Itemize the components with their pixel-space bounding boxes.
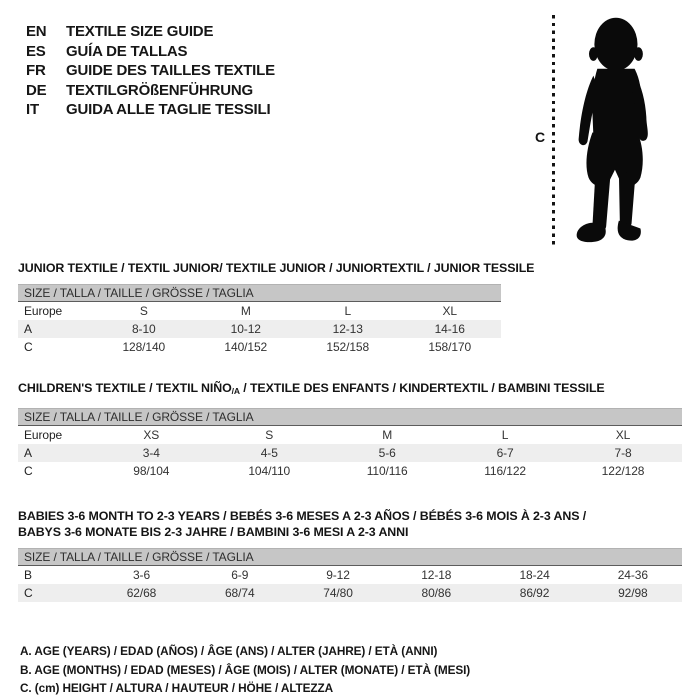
height-measure-label: C [535, 129, 546, 145]
footnote-b: B. AGE (MONTHS) / EDAD (MESES) / ÂGE (MOIS) / ALTER (MONATE) / ETÀ (MESI) [20, 662, 471, 677]
size-header-bar: SIZE / TALLA / TAILLE / GRÖSSE / TAGLIA [18, 284, 501, 302]
table-cell: 3-4 [142, 446, 160, 460]
language-title: GUÍA DE TALLAS [66, 42, 188, 60]
table-cell: 140/152 [224, 340, 268, 354]
table-cell: 9-12 [326, 568, 350, 582]
junior-size-table [18, 302, 501, 356]
language-code: FR [26, 62, 46, 79]
table-cell: 5-6 [378, 446, 396, 460]
table-cell: 152/158 [326, 340, 370, 354]
babies-heading [18, 508, 682, 540]
table-row [18, 302, 501, 320]
table-cell: 62/68 [126, 586, 157, 600]
table-cell: 68/74 [224, 586, 255, 600]
size-header-bar: SIZE / TALLA / TAILLE / GRÖSSE / TAGLIA [18, 548, 682, 566]
table-row [18, 426, 682, 444]
table-cell: 110/116 [366, 464, 408, 478]
table-cell: 104/110 [248, 464, 291, 478]
table-cell: 122/128 [601, 464, 645, 478]
row-label: C [24, 340, 33, 354]
table-cell: XS [143, 428, 160, 442]
language-code: IT [26, 101, 39, 118]
footnote-c: C. (cm) HEIGHT / ALTURA / HAUTEUR / HÖHE / ALTEZZA [20, 681, 334, 695]
table-cell: S [265, 428, 274, 442]
table-cell: 18-24 [519, 568, 550, 582]
table-cell: S [139, 304, 148, 318]
table-cell: M [240, 304, 251, 318]
table-cell: 74/80 [323, 586, 353, 600]
table-cell: 98/104 [133, 464, 170, 478]
language-code: DE [26, 81, 47, 99]
junior-table-wrap [18, 284, 501, 356]
table-row [18, 338, 501, 356]
children-section [18, 380, 682, 480]
toddler-silhouette-icon [564, 12, 662, 248]
table-cell: 6-9 [231, 568, 249, 582]
table-row [18, 584, 682, 602]
row-label: Europe [24, 304, 63, 318]
size-header-bar: SIZE / TALLA / TAILLE / GRÖSSE / TAGLIA [18, 408, 682, 426]
height-measure-dashed-line [552, 15, 555, 246]
top-section [18, 22, 682, 250]
table-cell: 3-6 [132, 568, 151, 582]
table-row [18, 320, 501, 338]
children-table-wrap [18, 408, 682, 480]
table-cell: 24-36 [617, 568, 648, 582]
row-label: B [24, 568, 32, 582]
table-cell: 92/98 [618, 586, 648, 600]
table-cell: 8-10 [131, 322, 156, 336]
table-cell: 158/170 [428, 340, 472, 354]
junior-heading: JUNIOR TEXTILE / TEXTIL JUNIOR/ TEXTILE JUNIOR / JUNIORTEXTIL / JUNIOR TESSILE [18, 261, 535, 275]
row-label: C [24, 464, 33, 478]
babies-table-wrap [18, 548, 682, 602]
row-label: C [24, 586, 33, 600]
children-heading [18, 380, 682, 399]
table-cell: 14-16 [434, 322, 465, 336]
table-cell: L [501, 428, 509, 442]
junior-section [18, 260, 682, 356]
children-heading-subscript: /A [231, 386, 240, 396]
table-cell: 86/92 [519, 586, 550, 600]
table-cell: XL [615, 428, 631, 442]
footnotes [20, 642, 682, 698]
footnote-a: A. AGE (YEARS) / EDAD (AÑOS) / ÂGE (ANS) / ALTER (JAHRE) / ETÀ (ANNI) [20, 644, 438, 658]
table-cell: 6-7 [496, 446, 514, 460]
babies-heading-line1: BABIES 3-6 MONTH TO 2-3 YEARS / BEBÉS 3-6 MESES A 2-3 AÑOS / BÉBÉS 3-6 MOIS À 2-3 ANS / [18, 509, 587, 523]
babies-heading-line2: BABYS 3-6 MONATE BIS 2-3 JAHRE / BAMBINI 3-6 MESI A 2-3 ANNI [18, 525, 409, 539]
children-heading-main: CHILDREN'S TEXTILE / TEXTIL NIÑO [18, 381, 232, 395]
table-cell: 4-5 [260, 446, 278, 460]
table-cell: 10-12 [230, 322, 261, 336]
table-cell: 7-8 [614, 446, 632, 460]
children-size-table [18, 426, 682, 480]
language-code: EN [26, 23, 47, 40]
language-code: ES [26, 42, 46, 60]
table-cell: 12-18 [421, 568, 452, 582]
table-cell: M [382, 428, 393, 442]
children-heading-rest: / TEXTILE DES ENFANTS / KINDERTEXTIL / BAMBINI TESSILE [239, 381, 605, 395]
table-cell: L [344, 304, 352, 318]
row-label: Europe [24, 428, 63, 442]
row-label: A [24, 322, 32, 336]
table-cell: 12-13 [332, 322, 363, 336]
table-cell: 80/86 [421, 586, 452, 600]
language-title: GUIDE DES TAILLES TEXTILE [66, 62, 275, 79]
table-cell: 116/122 [484, 464, 526, 478]
measurement-figure [535, 12, 682, 250]
table-row [18, 444, 682, 462]
table-cell: XL [442, 304, 457, 318]
row-label: A [24, 446, 32, 460]
language-title: GUIDA ALLE TAGLIE TESSILI [66, 101, 271, 118]
table-row [18, 462, 682, 480]
table-row [18, 566, 682, 584]
language-title: TEXTILGRÖßENFÜHRUNG [66, 81, 254, 99]
babies-size-table [18, 566, 682, 602]
table-cell: 128/140 [122, 340, 166, 354]
language-title: TEXTILE SIZE GUIDE [66, 23, 214, 40]
babies-section [18, 508, 682, 602]
